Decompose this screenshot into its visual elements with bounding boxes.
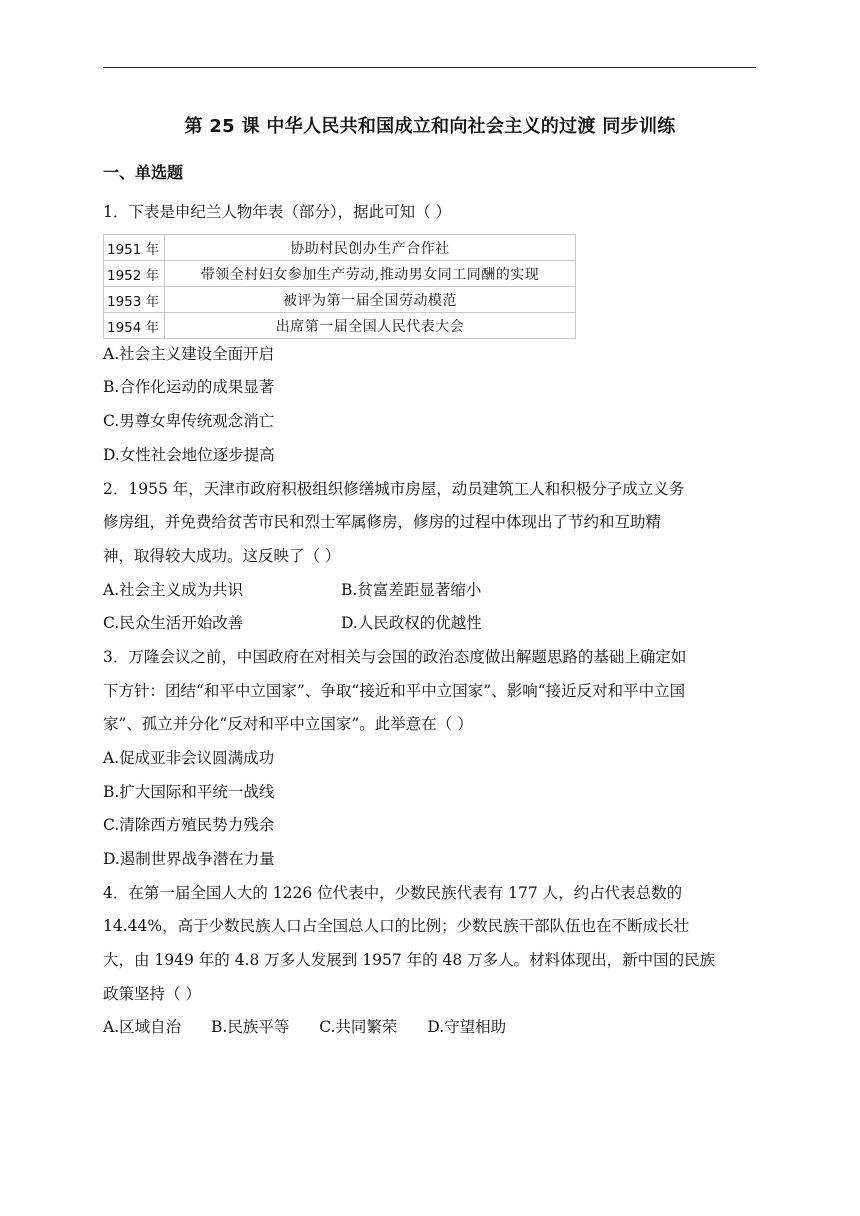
q4-stem-line: 大，由 1949 年的 4.8 万多人发展到 1957 年的 48 万多人。材料体现出，新中国的民族 xyxy=(103,951,716,969)
section-heading: 一、单选题 xyxy=(103,163,184,182)
table-row xyxy=(104,287,576,313)
event-cell: 被评为第一届全国劳动模范 xyxy=(165,287,576,313)
q4-option-b: B.民族平等 xyxy=(211,1018,290,1036)
q4-option-c: C.共同繁荣 xyxy=(319,1018,398,1036)
q2-option-b: B.贫富差距显著缩小 xyxy=(341,581,482,599)
q4-option-d: D.守望相助 xyxy=(427,1018,507,1036)
q3-option-b: B.扩大国际和平统一战线 xyxy=(103,783,275,801)
q2-stem-line: 修房组，并免费给贫苦市民和烈士军属修房，修房的过程中体现出了节约和互助精 xyxy=(103,513,662,531)
page-title: 第 25 课 中华人民共和国成立和向社会主义的过渡 同步训练 xyxy=(184,116,676,137)
q2-option-a: A.社会主义成为共识 xyxy=(103,581,244,599)
event-cell: 协助村民创办生产合作社 xyxy=(165,235,576,261)
q4-option-a: A.区域自治 xyxy=(103,1018,182,1036)
year-cell: 1953 年 xyxy=(104,287,165,313)
q3-stem-line: 3．万隆会议之前，中国政府在对相关与会国的政治态度做出解题思路的基础上确定如 xyxy=(103,648,687,666)
q1-option-a: A.社会主义建设全面开启 xyxy=(103,345,275,363)
year-cell: 1952 年 xyxy=(104,261,165,287)
year-cell: 1951 年 xyxy=(104,235,165,261)
q3-stem-line: 下方针：团结“和平中立国家”、争取“接近和平中立国家”、影响“接近反对和平中立国 xyxy=(103,682,686,700)
year-cell: 1954 年 xyxy=(104,313,165,339)
q1-option-d: D.女性社会地位逐步提高 xyxy=(103,446,275,464)
q4-stem-line: 4．在第一届全国人大的 1226 位代表中，少数民族代表有 177 人，约占代表总数的 xyxy=(103,884,683,902)
q2-stem-line: 2．1955 年，天津市政府积极组织修缮城市房屋，动员建筑工人和积极分子成立义务 xyxy=(103,480,685,498)
q4-stem-line: 14.44%，高于少数民族人口占全国总人口的比例；少数民族干部队伍也在不断成长壮 xyxy=(103,917,690,935)
q2-stem-line: 神，取得较大成功。这反映了（ ） xyxy=(103,547,341,565)
q1-stem: 1．下表是申纪兰人物年表（部分），据此可知（ ） xyxy=(103,203,452,221)
q1-option-c: C.男尊女卑传统观念消亡 xyxy=(103,412,275,430)
q3-stem-line: 家”、孤立并分化“反对和平中立国家”。此举意在（ ） xyxy=(103,715,473,733)
event-cell: 出席第一届全国人民代表大会 xyxy=(165,313,576,339)
q1-option-b: B.合作化运动的成果显著 xyxy=(103,378,275,396)
q2-option-c: C.民众生活开始改善 xyxy=(103,614,244,632)
table-row xyxy=(104,235,576,261)
q3-option-a: A.促成亚非会议圆满成功 xyxy=(103,749,275,767)
q3-option-c: C.清除西方殖民势力残余 xyxy=(103,816,275,834)
q3-option-d: D.遏制世界战争潜在力量 xyxy=(103,850,275,868)
header-rule xyxy=(103,67,756,68)
q2-option-d: D.人民政权的优越性 xyxy=(341,614,482,632)
q4-options xyxy=(103,1016,506,1038)
timeline-table xyxy=(103,234,576,339)
table-row xyxy=(104,261,576,287)
event-cell: 带领全村妇女参加生产劳动,推动男女同工同酬的实现 xyxy=(165,261,576,287)
q4-stem-line: 政策坚持（ ） xyxy=(103,985,201,1003)
table-row xyxy=(104,313,576,339)
